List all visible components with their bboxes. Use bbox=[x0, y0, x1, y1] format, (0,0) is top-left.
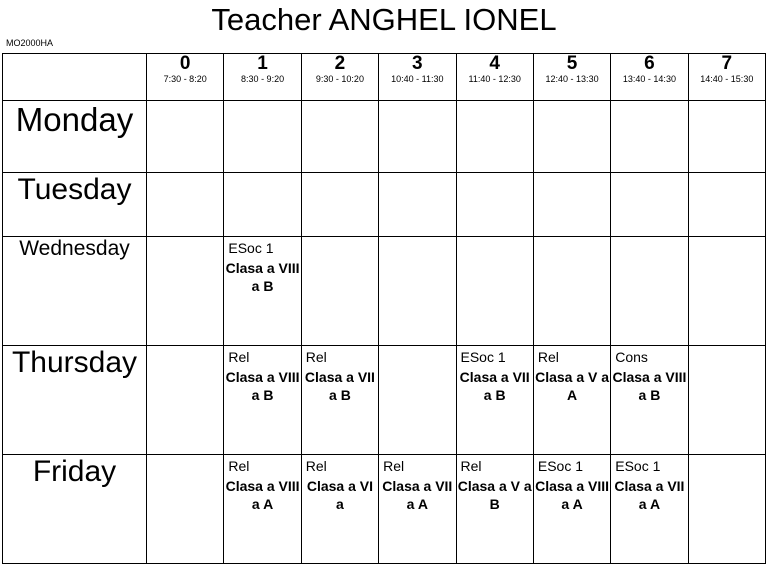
class-label: Clasa a VIII a B bbox=[225, 260, 300, 295]
period-time: 10:40 - 11:30 bbox=[391, 74, 444, 84]
schedule-cell bbox=[456, 237, 533, 346]
schedule-cell bbox=[224, 346, 301, 455]
schedule-cell bbox=[456, 172, 533, 237]
day-row-monday bbox=[3, 101, 766, 173]
period-header-row bbox=[3, 54, 766, 101]
period-time: 14:40 - 15:30 bbox=[700, 74, 754, 84]
class-label: Clasa a VI a bbox=[306, 478, 374, 513]
schedule-cell bbox=[611, 172, 688, 237]
day-label: Tuesday bbox=[3, 172, 147, 237]
class-label bbox=[302, 240, 378, 243]
period-header bbox=[533, 54, 610, 101]
period-number: 1 bbox=[257, 53, 268, 74]
schedule-cell bbox=[611, 346, 688, 455]
class-label: Clasa a V a A bbox=[535, 369, 610, 404]
class-label bbox=[379, 176, 455, 179]
period-number: 6 bbox=[644, 53, 655, 74]
schedule-cell bbox=[147, 237, 224, 346]
class-label bbox=[534, 104, 610, 107]
subject-label: ESoc 1 bbox=[537, 458, 584, 475]
class-label bbox=[147, 349, 223, 352]
schedule-cell bbox=[147, 455, 224, 564]
timetable bbox=[2, 53, 766, 564]
period-time: 9:30 - 10:20 bbox=[315, 74, 364, 84]
period-header bbox=[147, 54, 224, 101]
period-number: 4 bbox=[489, 53, 500, 74]
class-label bbox=[457, 240, 533, 243]
schedule-cell bbox=[224, 172, 301, 237]
schedule-cell bbox=[688, 172, 765, 237]
schedule-cell bbox=[379, 172, 456, 237]
class-label: Clasa a VIII a A bbox=[535, 478, 610, 513]
class-label: Clasa a VIII a B bbox=[225, 369, 300, 404]
class-label bbox=[534, 240, 610, 243]
schedule-cell bbox=[533, 172, 610, 237]
schedule-cell bbox=[533, 237, 610, 346]
schedule-code: MO2000HA bbox=[6, 38, 54, 48]
schedule-cell bbox=[611, 455, 688, 564]
schedule-cell bbox=[533, 346, 610, 455]
schedule-cell bbox=[224, 455, 301, 564]
period-header bbox=[301, 54, 378, 101]
subject-label: ESoc 1 bbox=[615, 458, 661, 475]
period-header bbox=[224, 54, 301, 101]
schedule-cell bbox=[456, 455, 533, 564]
class-label bbox=[302, 104, 378, 107]
class-label bbox=[147, 240, 223, 243]
schedule-cell bbox=[301, 455, 378, 564]
schedule-cell bbox=[611, 101, 688, 173]
class-label: Clasa a VIII a A bbox=[225, 478, 300, 513]
schedule-cell bbox=[301, 237, 378, 346]
day-row-tuesday bbox=[3, 172, 766, 237]
schedule-cell bbox=[147, 346, 224, 455]
class-label bbox=[302, 176, 378, 179]
class-label bbox=[457, 176, 533, 179]
period-number: 0 bbox=[179, 53, 191, 74]
schedule-cell bbox=[688, 237, 765, 346]
period-number: 7 bbox=[721, 53, 733, 74]
class-label bbox=[457, 104, 533, 107]
period-time: 11:40 - 12:30 bbox=[468, 74, 521, 84]
schedule-cell bbox=[224, 101, 301, 173]
subject-label: Rel bbox=[305, 458, 327, 475]
period-time: 13:40 - 14:30 bbox=[622, 74, 676, 84]
class-label: Clasa a VII a B bbox=[304, 369, 375, 404]
period-time: 7:30 - 8:20 bbox=[163, 74, 207, 84]
corner-cell bbox=[3, 54, 147, 101]
period-header bbox=[688, 54, 765, 101]
schedule-cell bbox=[301, 101, 378, 173]
day-label: Friday bbox=[3, 455, 147, 564]
class-label bbox=[611, 240, 687, 243]
day-label: Wednesday bbox=[3, 237, 147, 346]
class-label: Clasa a VII a A bbox=[614, 478, 685, 513]
class-label: Clasa a VII a B bbox=[459, 369, 530, 404]
schedule-cell bbox=[688, 455, 765, 564]
schedule-cell bbox=[533, 455, 610, 564]
period-header bbox=[456, 54, 533, 101]
page-title: Teacher ANGHEL IONEL bbox=[211, 2, 557, 37]
schedule-cell bbox=[301, 172, 378, 237]
class-label bbox=[534, 176, 610, 179]
schedule-cell bbox=[301, 346, 378, 455]
subject-label: Rel bbox=[460, 458, 482, 475]
period-number: 3 bbox=[412, 53, 423, 74]
class-label bbox=[147, 176, 223, 179]
subject-label: Rel bbox=[383, 458, 405, 475]
subject-label: ESoc 1 bbox=[228, 240, 274, 257]
schedule-cell bbox=[147, 172, 224, 237]
period-time: 12:40 - 13:30 bbox=[545, 74, 599, 84]
period-time: 8:30 - 9:20 bbox=[241, 74, 285, 84]
schedule-cell bbox=[611, 237, 688, 346]
class-label bbox=[147, 458, 223, 461]
class-label: Clasa a VIII a B bbox=[612, 369, 687, 404]
schedule-cell bbox=[147, 101, 224, 173]
subject-label: Cons bbox=[615, 349, 648, 366]
day-row-thursday bbox=[3, 346, 766, 455]
class-label bbox=[689, 104, 765, 107]
period-number: 2 bbox=[334, 53, 346, 74]
subject-label: Rel bbox=[228, 349, 250, 366]
schedule-cell bbox=[688, 101, 765, 173]
class-label bbox=[689, 349, 765, 352]
schedule-cell bbox=[379, 346, 456, 455]
period-header bbox=[379, 54, 456, 101]
class-label bbox=[611, 104, 687, 107]
class-label bbox=[689, 240, 765, 243]
class-label bbox=[379, 349, 455, 352]
day-label: Thursday bbox=[3, 346, 147, 455]
class-label bbox=[379, 240, 455, 243]
schedule-cell bbox=[224, 237, 301, 346]
class-label bbox=[689, 458, 765, 461]
class-label bbox=[224, 104, 300, 107]
subject-label: Rel bbox=[537, 349, 559, 366]
class-label bbox=[147, 104, 223, 107]
class-label: Clasa a V a B bbox=[457, 478, 532, 513]
schedule-cell bbox=[379, 101, 456, 173]
schedule-cell bbox=[379, 237, 456, 346]
schedule-cell bbox=[688, 346, 765, 455]
class-label bbox=[224, 176, 300, 179]
schedule-cell bbox=[456, 101, 533, 173]
day-row-friday bbox=[3, 455, 766, 564]
subject-label: Rel bbox=[305, 349, 327, 366]
class-label bbox=[379, 104, 455, 107]
class-label: Clasa a VII a A bbox=[382, 478, 453, 513]
period-header bbox=[611, 54, 688, 101]
subject-label: Rel bbox=[228, 458, 250, 475]
subject-label: ESoc 1 bbox=[460, 349, 506, 366]
class-label bbox=[689, 176, 765, 179]
period-number: 5 bbox=[566, 53, 578, 74]
class-label bbox=[611, 176, 687, 179]
day-row-wednesday bbox=[3, 237, 766, 346]
schedule-cell bbox=[379, 455, 456, 564]
schedule-cell bbox=[456, 346, 533, 455]
day-label: Monday bbox=[3, 101, 147, 173]
schedule-cell bbox=[533, 101, 610, 173]
